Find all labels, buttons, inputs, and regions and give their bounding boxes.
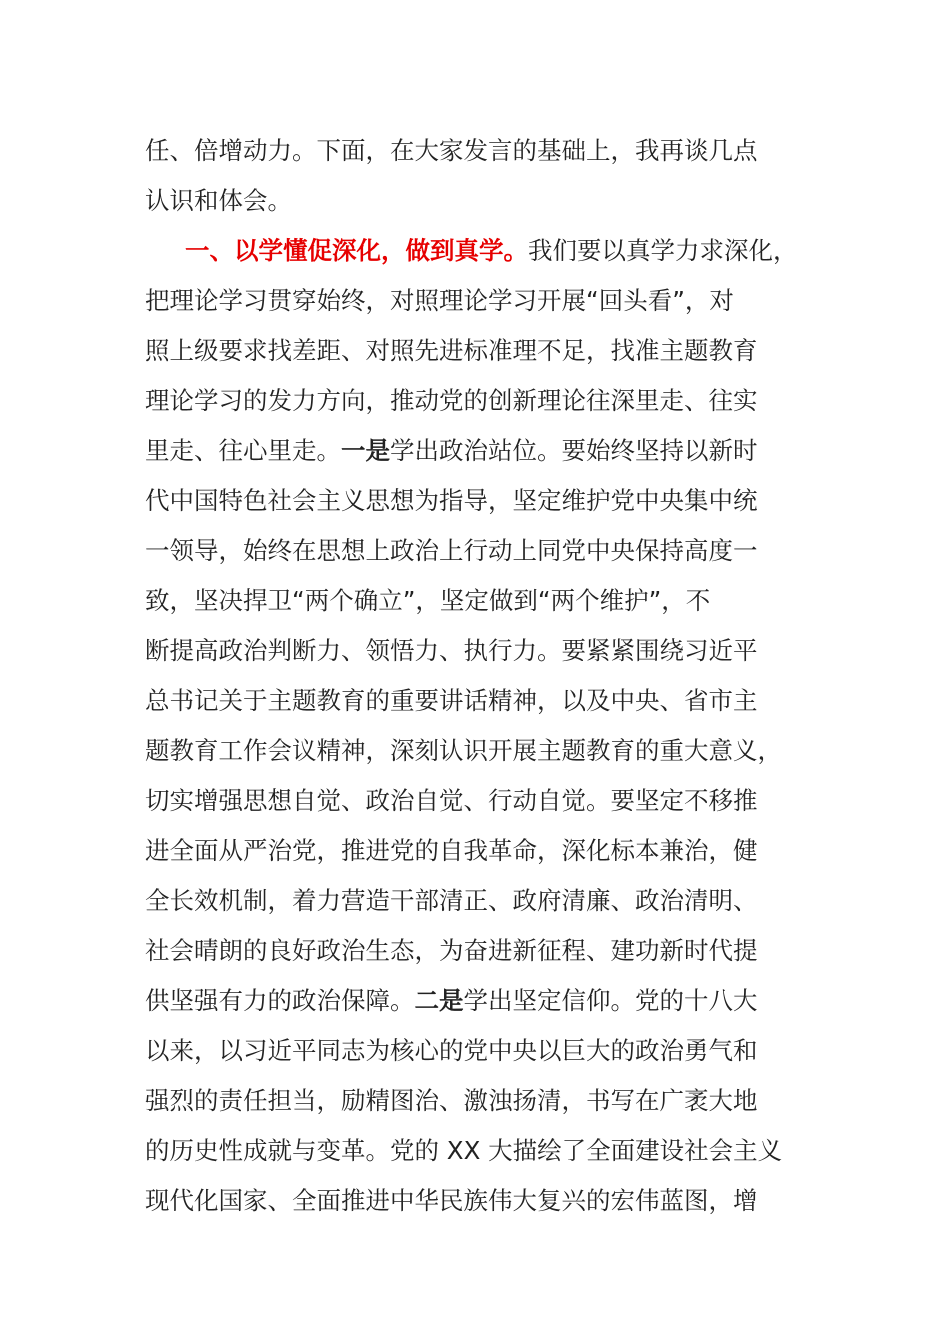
body-text [145, 126, 825, 1226]
text-line: 代中国特色社会主义思想为指导，坚定维护党中央集中统 [145, 486, 758, 515]
text-line: 社会晴朗的良好政治生态，为奋进新征程、建功新时代提 [145, 936, 758, 965]
text-run: 学出坚定信仰。党的十八大 [463, 986, 758, 1015]
text-line: 一领导，始终在思想上政治上行动上同党中央保持高度一 [145, 536, 758, 565]
text-line: 致，坚决捍卫“两个确立”，坚定做到“两个维护”，不 [145, 586, 711, 615]
text-line: 题教育工作会议精神，深刻认识开展主题教育的重大意义， [145, 736, 782, 765]
point-marker: 二是 [414, 986, 464, 1015]
text-line: 现代化国家、全面推进中华民族伟大复兴的宏伟蓝图，增 [145, 1186, 758, 1215]
text-line: 把理论学习贯穿始终，对照理论学习开展“回头看”，对 [145, 286, 734, 315]
text-line: 的历史性成就与变革。党的 XX 大描绘了全面建设社会主义 [145, 1136, 783, 1165]
text-line [145, 426, 825, 476]
point-marker: 一是 [341, 436, 390, 465]
text-run: 学出政治站位。要始终坚持以新时 [390, 436, 758, 465]
text-line: 进全面从严治党，推进党的自我革命，深化标本兼治，健 [145, 836, 758, 865]
text-line: 理论学习的发力方向，推动党的创新理论往深里走、往实 [145, 386, 758, 415]
text-line: 总书记关于主题教育的重要讲话精神，以及中央、省市主 [145, 686, 758, 715]
text-line: 认识和体会。 [145, 186, 292, 215]
text-line [145, 976, 825, 1026]
text-line: 强烈的责任担当，励精图治、激浊扬清，书写在广袤大地 [145, 1086, 758, 1115]
text-line: 切实增强思想自觉、政治自觉、行动自觉。要坚定不移推 [145, 786, 758, 815]
text-line: 全长效机制，着力营造干部清正、政府清廉、政治清明、 [145, 886, 758, 915]
text-line: 以来，以习近平同志为核心的党中央以巨大的政治勇气和 [145, 1036, 758, 1065]
section-heading-line [145, 226, 825, 276]
text-run: 里走、往心里走。 [145, 436, 341, 465]
text-run: 供坚强有力的政治保障。 [145, 986, 415, 1015]
section-heading: 一、以学懂促深化，做到真学。 [185, 236, 528, 265]
text-line: 断提高政治判断力、领悟力、执行力。要紧紧围绕习近平 [145, 636, 758, 665]
text-line: 照上级要求找差距、对照先进标准理不足，找准主题教育 [145, 336, 758, 365]
text-line: 任、倍增动力。下面，在大家发言的基础上，我再谈几点 [145, 136, 758, 165]
text-run: 我们要以真学力求深化， [528, 236, 798, 265]
